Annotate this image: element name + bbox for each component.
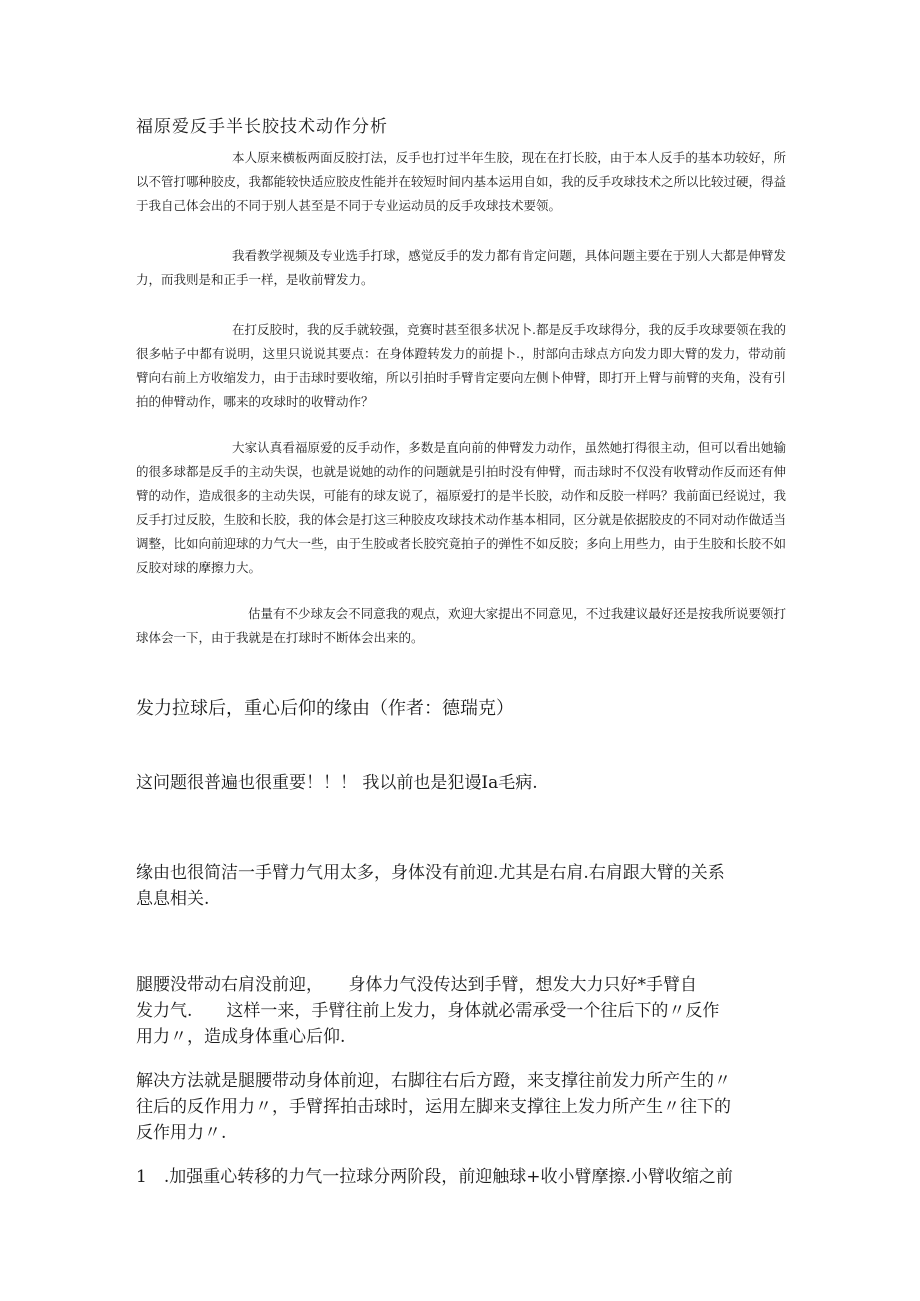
paragraph-3: 在打反胶时，我的反手就较强，竞赛时甚至很多状况卜.都是反手攻球得分，我的反手攻球要领在我的很多帖子中都有说明，这里只说说其要点：在身体蹬转发力的前提卜.，肘部向击球点方向发力即大臂的发力，带动前臂向右前上方收缩发力，由于击球时要收缩，所以引拍时手臂肯定要向左侧卜伸臂，即打开上臂与前臂的夹角，没有引拍的伸臂动作，哪来的攻球时的收臂动作？ [136,322,787,409]
section-heading: 发力拉球后，重心后仰的缘由（作者：德瑞克） [136,698,514,719]
paragraph-1: 本人原来横板两面反胶打法，反手也打过半年生胶，现在在打长胶，由于本人反手的基本功较好，所以不管打哪种胶皮，我都能较快适应胶皮性能并在较短时间内基本运用自如，我的反手攻球技术之所以比较过硬，得益于我自己体会出的不同于别人甚至是不同于专业运动员的反手攻球技术要领。 [136,150,787,213]
text-line: 往后的反作用力〃，手臂挥拍击球时，运用左脚来支撑往上发力所产生〃往下的 [136,1097,731,1117]
paragraph-5: 估量有不少球友会不同意我的观点，欢迎大家提出不同意见，不过我建议最好还是按我所说要领打球体会一下，由于我就是在打球时不断体会出来的。 [136,606,786,645]
text-line: 反作用力〃. [136,1123,227,1143]
paragraph-4: 大家认真看福原爱的反手动作，多数是直向前的伸臂发力动作，虽然她打得很主动，但可以看出她输的很多球都是反手的主动失误，也就是说她的动作的问题就是引拍时没有伸臂，而击球时不仅没有收臂动作反而还有伸臂的动作，造成很多的主动失误，可能有的球友说了，福原爱打的是半长胶，动作和反胶一样吗？我前面已经说过，我反手打过反胶，生胶和长胶，我的体会是打这三种胶皮攻球技术动作基本相同，区分就是依据胶皮的不同对动作做适当调整，比如向前迎球的力气大一些，由于生胶或者长胶究竟拍子的弹性不如反胶；多向上用些力，由于生胶和长胶不如反胶对球的摩擦力大。 [136,440,787,575]
text-line: 缘由也很简洁一手臂力气用太多，身体没有前迎.尤其是右肩.右肩跟大臂的关系 [136,863,725,883]
large-paragraph-5 [136,1164,786,1190]
large-paragraph-4 [136,1068,786,1146]
text-line: 解决方法就是腿腰带动身体前迎，右脚往右后方蹬，来支撑往前发力所产生的〃 [136,1071,731,1091]
text-line: 用力〃，造成身体重心后仰. [136,1027,346,1047]
large-paragraph-2 [136,860,786,912]
article-title: 福原爱反手半长胶技术动作分析 [136,117,388,137]
text-line: 1 .加强重心转移的力气一拉球分两阶段，前迎触球+收小臂摩擦.小臂收缩之前 [136,1167,733,1187]
text-line: 发力气. 这样一来，手臂往前上发力，身体就必需承受一个往后下的〃反作 [136,1001,720,1021]
text-line: 息息相关. [136,889,210,909]
text-line: 这问题很普遍也很重要！！！ 我以前也是犯谩Ia毛病. [136,773,538,793]
paragraph-2: 我看教学视频及专业选手打球，感觉反手的发力都有肯定问题，具体问题主要在于别人大都是伸臂发力，而我则是和正手一样，是收前臂发力。 [136,248,786,287]
text-line: 腿腰没带动右肩没前迎， 身体力气没传达到手臂，想发大力只好*手臂自 [136,975,697,995]
large-paragraph-1 [136,770,786,796]
large-paragraph-3 [136,972,786,1050]
